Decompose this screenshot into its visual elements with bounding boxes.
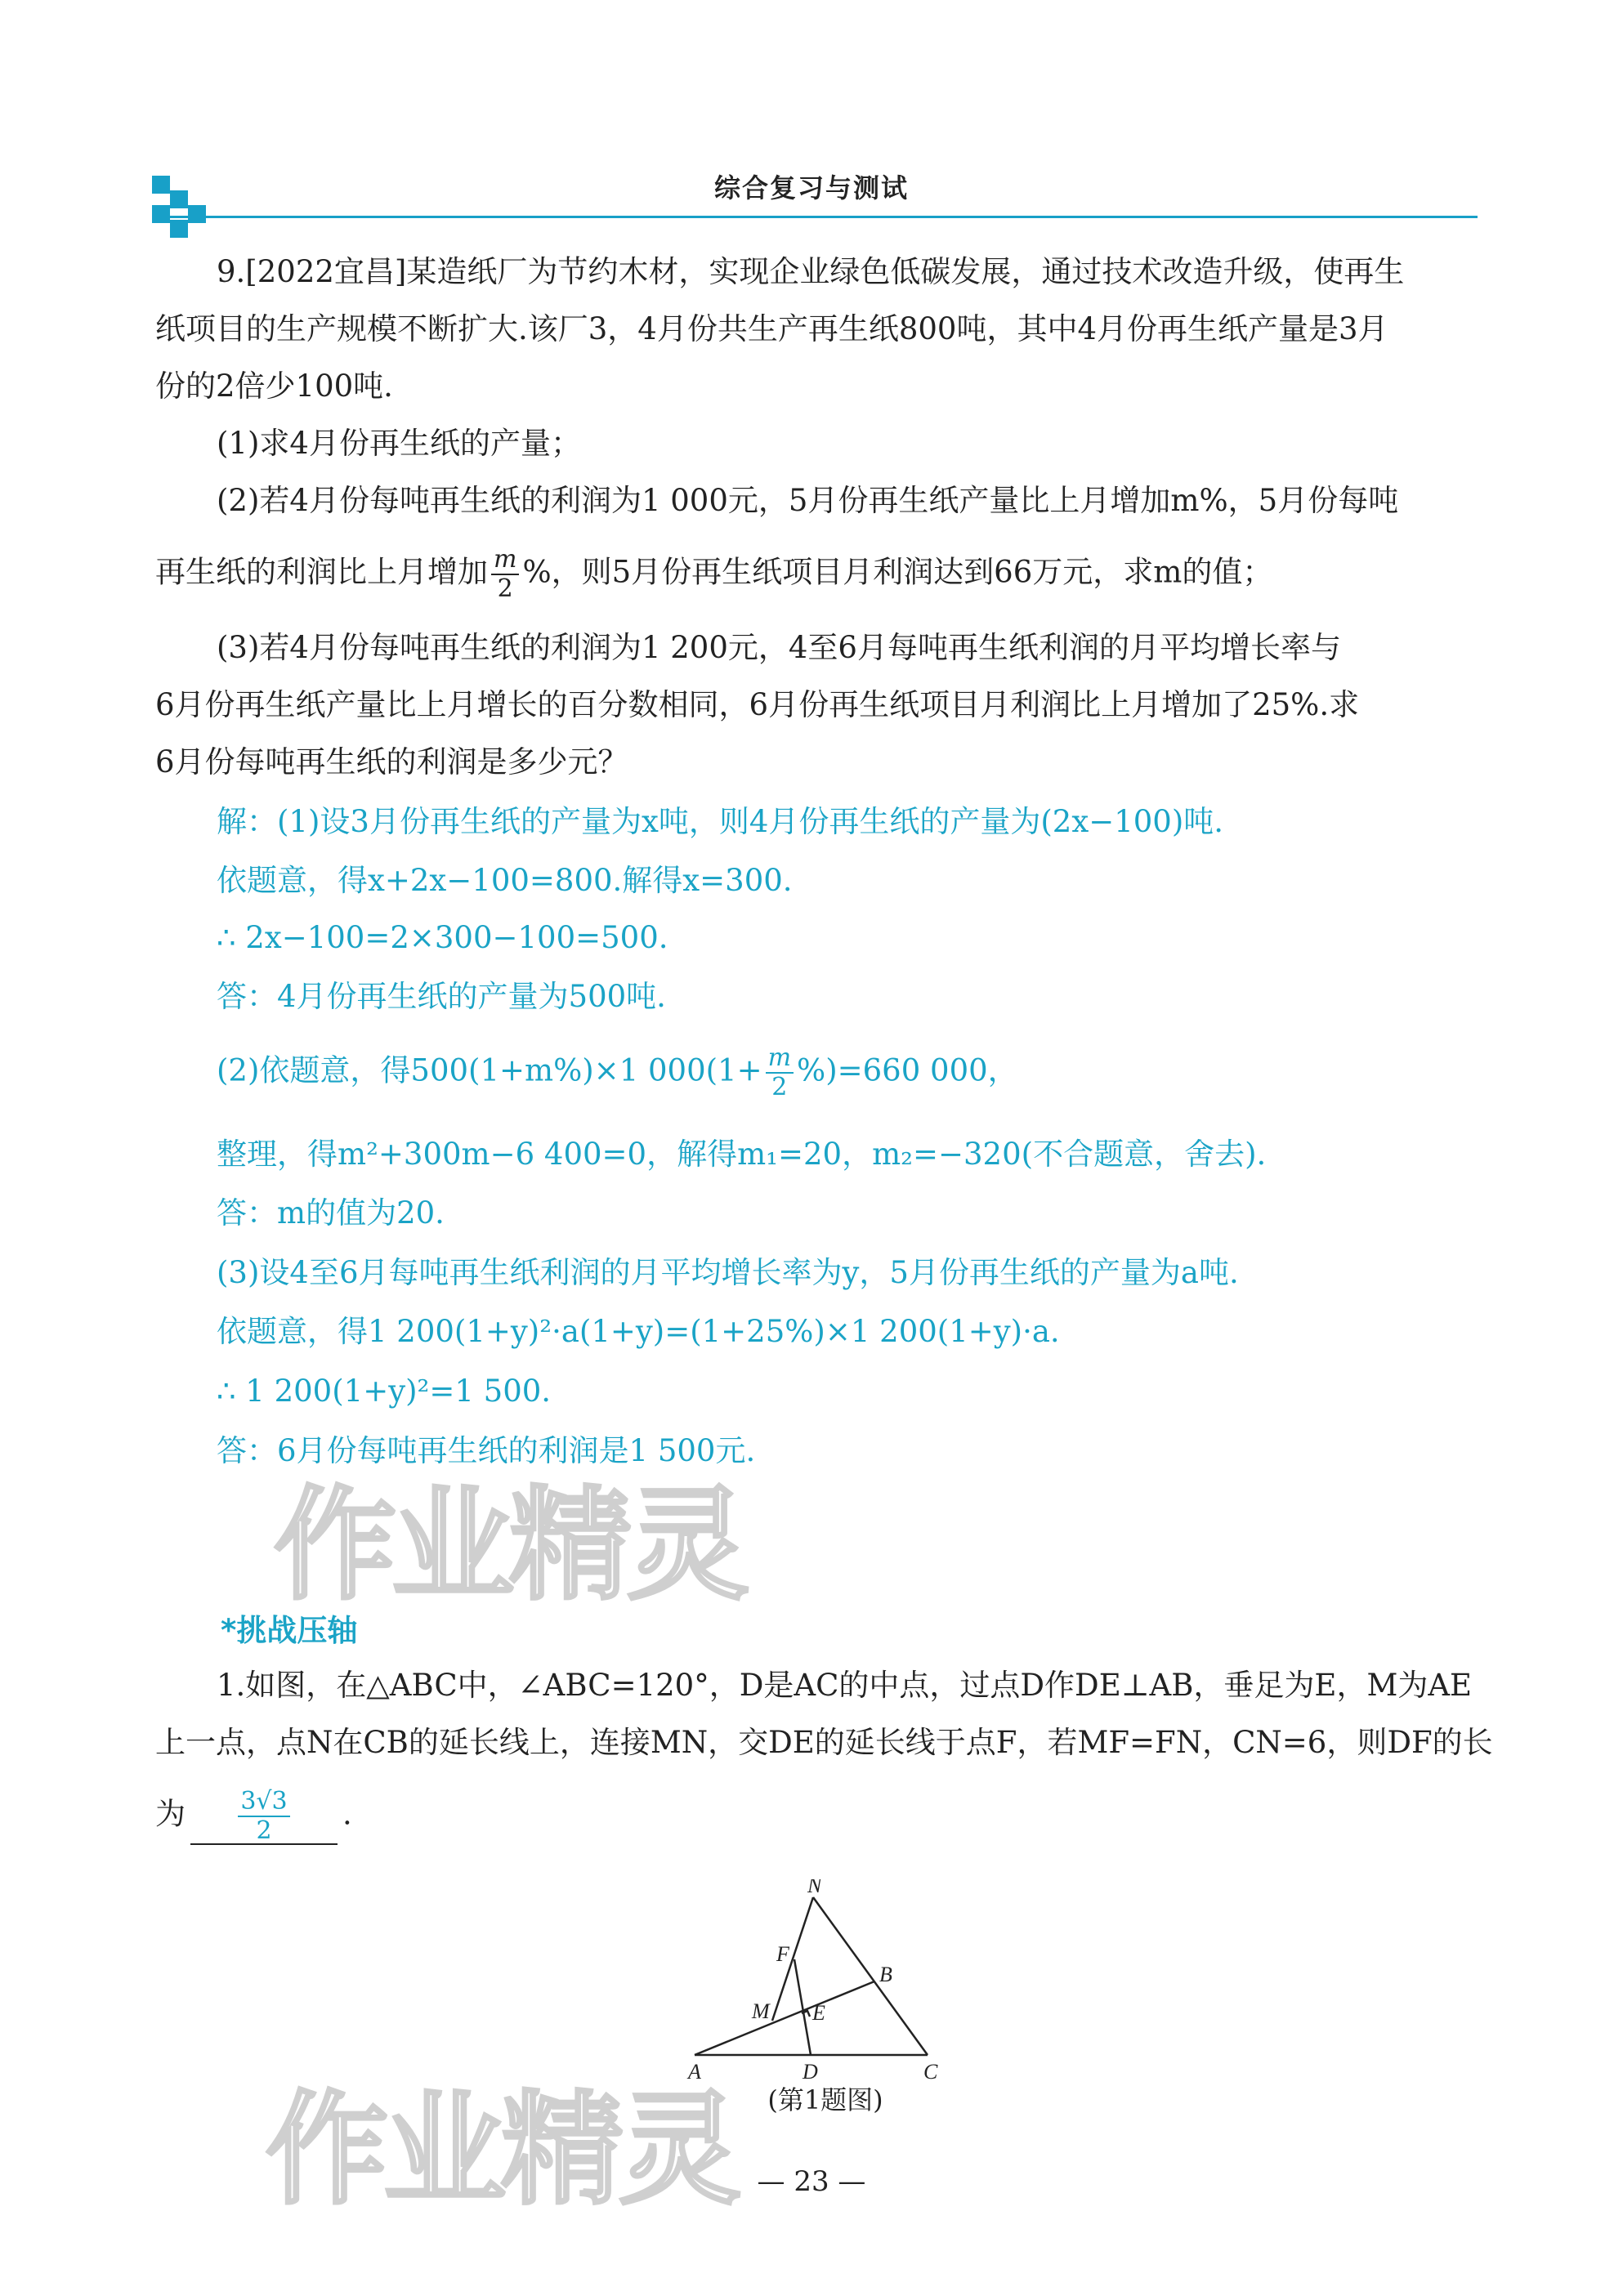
problem-line: (1)求4月份再生纸的产量； [217, 426, 581, 461]
challenge-line: 1.如图，在△ABC中，∠ABC=120°，D是AC的中点，过点D作DE⊥AB，垂足为E，M为AE [217, 1668, 1473, 1703]
segment-NC [813, 1897, 928, 2055]
solution-line: 答：6月份每吨再生纸的利润是1 500元. [217, 1433, 756, 1468]
fraction-numerator: m [766, 1046, 794, 1074]
label-E: E [812, 2001, 825, 2025]
solution-line [217, 1043, 1549, 1101]
solution-line: (3)设4至6月每吨再生纸利润的月平均增长率为y，5月份再生纸的产量为a吨. [217, 1255, 1239, 1290]
header-rule [155, 216, 1478, 218]
right-angle-mark [802, 2011, 810, 2017]
solution-line: ∴ 1 200(1+y)²=1 500. [217, 1374, 552, 1409]
fraction-denominator: 2 [497, 574, 513, 603]
label-N: N [807, 1879, 822, 1897]
answer-fraction [238, 1789, 289, 1843]
problem-text: %，则5月份再生纸项目月利润达到66万元，求m的值； [522, 554, 1273, 590]
solution-line: 依题意，得x+2x−100=800.解得x=300. [217, 863, 793, 898]
problem-line: (3)若4月份每吨再生纸的利润为1 200元，4至6月每吨再生纸利润的月平均增长率与 [217, 630, 1341, 665]
challenge-line: 上一点，点N在CB的延长线上，连接MN，交DE的延长线于点F，若MF=FN，CN=6，则DF的长 [155, 1725, 1493, 1760]
page-number: — 23 — [757, 2165, 866, 2198]
page-header-title: 综合复习与测试 [713, 172, 909, 203]
segment-DF [794, 1959, 811, 2055]
label-C: C [923, 2060, 938, 2084]
problem-line: 6月份每吨再生纸的利润是多少元？ [155, 744, 628, 779]
fraction [766, 1043, 794, 1101]
solution-text: (2)依题意，得500(1+m%)×1 000(1+ [217, 1052, 762, 1088]
solution-line: 答：m的值为20. [217, 1195, 445, 1231]
solution-line: ∴ 2x−100=2×300−100=500. [217, 920, 668, 955]
problem-line: 6月份再生纸产量比上月增长的百分数相同，6月份再生纸项目月利润比上月增加了25%.求 [155, 687, 1360, 722]
challenge-line [155, 1789, 1487, 1845]
solution-line: 答：4月份再生纸的产量为500吨. [217, 979, 666, 1014]
label-B: B [879, 1963, 892, 1986]
figure-caption: (第1题图) [767, 2084, 883, 2115]
label-M: M [752, 1999, 770, 2023]
problem-line: (2)若4月份每吨再生纸的利润为1 000元，5月份再生纸产量比上月增加m%，5月份每吨 [217, 483, 1399, 518]
fraction-denominator: 2 [256, 1816, 272, 1845]
problem-line: 纸项目的生产规模不断扩大.该厂3，4月份共生产再生纸800吨，其中4月份再生纸产量是3月 [155, 311, 1388, 346]
problem-line: 份的2倍少100吨. [155, 369, 393, 404]
problem-line [155, 547, 1487, 601]
problem-line: 9.[2022宜昌]某造纸厂为节约木材，实现企业绿色低碳发展，通过技术改造升级，使再生 [217, 254, 1405, 289]
watermark: 作业精灵 [266, 2079, 737, 2222]
fraction-numerator: 3√3 [238, 1789, 289, 1817]
solution-line: 解：(1)设3月份再生纸的产量为x吨，则4月份再生纸的产量为(2x−100)吨. [217, 804, 1224, 839]
fraction-denominator: 2 [771, 1073, 788, 1101]
segment-AB [695, 1981, 874, 2055]
fraction-numerator: m [491, 547, 519, 575]
problem-text: 再生纸的利润比上月增加 [155, 554, 488, 590]
watermark: 作业精灵 [274, 1475, 745, 1617]
section-title: *挑战压轴 [221, 1613, 358, 1648]
label-A: A [688, 2060, 701, 2084]
label-F: F [776, 1942, 789, 1966]
solution-line: 依题意，得1 200(1+y)²·a(1+y)=(1+25%)×1 200(1+y)·a. [217, 1314, 1060, 1349]
answer-blank [190, 1789, 338, 1845]
label-D: D [803, 2060, 818, 2084]
challenge-text: . [342, 1796, 352, 1832]
fraction [491, 547, 519, 601]
solution-line: 整理，得m²+300m−6 400=0，解得m₁=20，m₂=−320(不合题意，舍去). [217, 1137, 1267, 1172]
challenge-text: 为 [155, 1796, 186, 1832]
solution-text: %)=660 000， [797, 1052, 1018, 1088]
